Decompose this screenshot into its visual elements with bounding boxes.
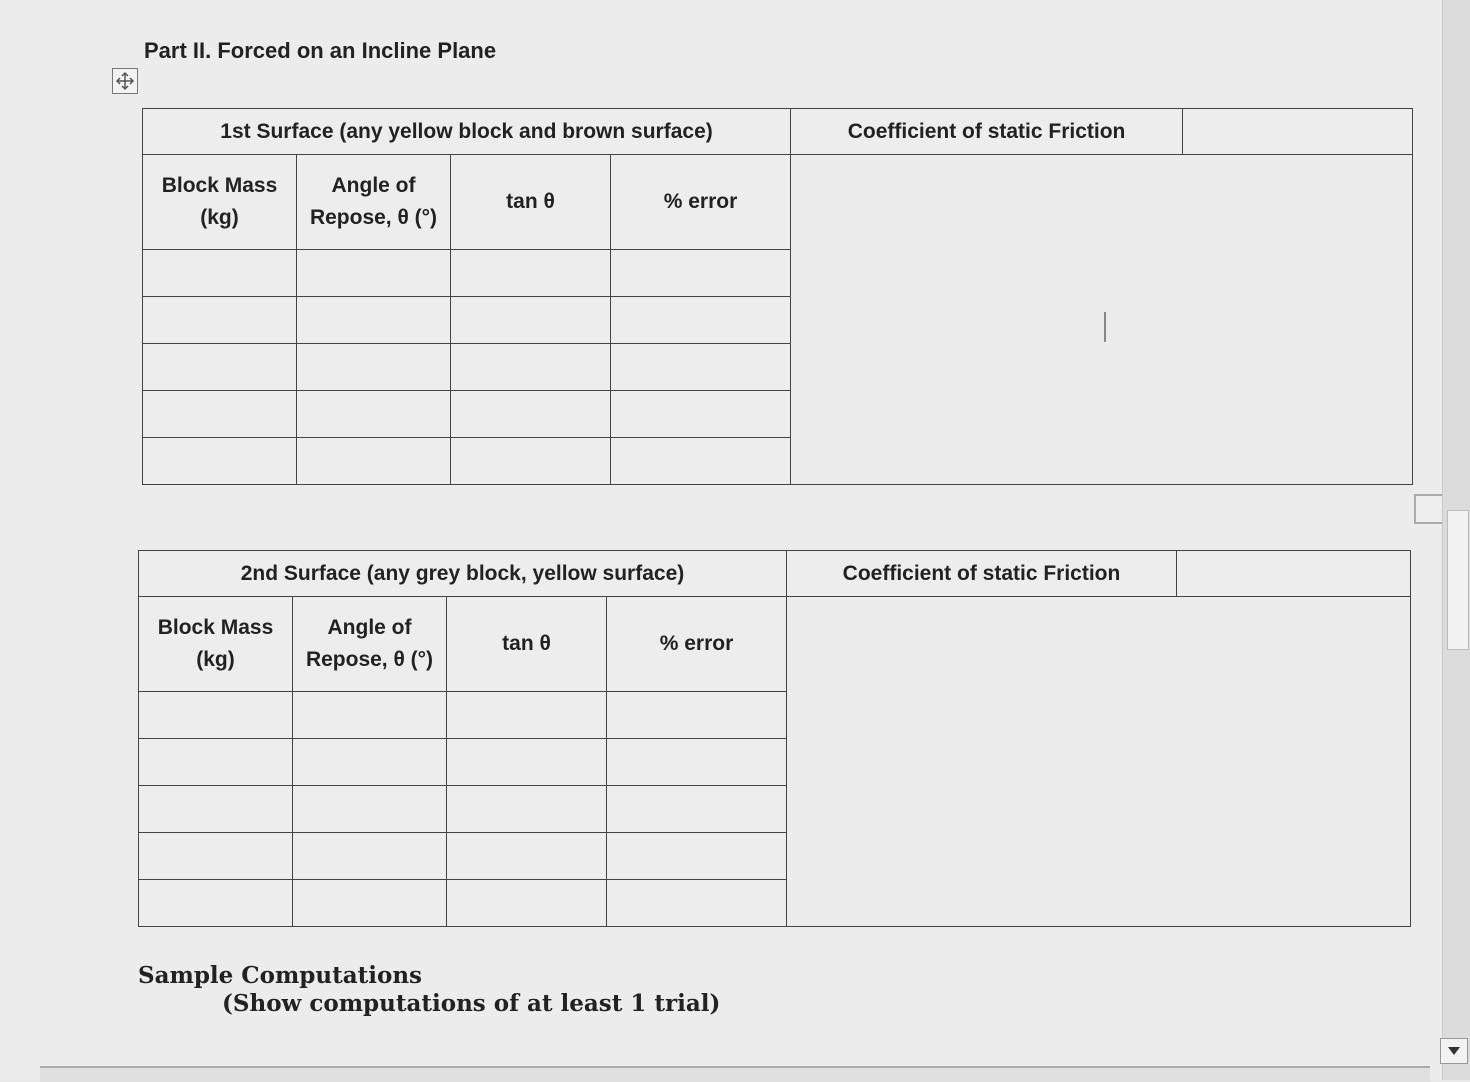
friction-label: Coefficient of static Friction bbox=[787, 551, 1177, 597]
friction-result-area[interactable] bbox=[791, 155, 1413, 485]
data-cell[interactable] bbox=[451, 250, 611, 297]
sample-note: (Show computations of at least 1 trial) bbox=[222, 990, 721, 1017]
data-cell[interactable] bbox=[607, 833, 787, 880]
col-tan-theta: tan θ bbox=[447, 597, 607, 692]
data-cell[interactable] bbox=[611, 344, 791, 391]
surface2-header: 2nd Surface (any grey block, yellow surface) bbox=[139, 551, 787, 597]
data-cell[interactable] bbox=[607, 692, 787, 739]
data-cell[interactable] bbox=[139, 786, 293, 833]
data-cell[interactable] bbox=[143, 438, 297, 485]
data-cell[interactable] bbox=[607, 739, 787, 786]
data-cell[interactable] bbox=[293, 739, 447, 786]
data-cell[interactable] bbox=[447, 786, 607, 833]
move-handle-icon[interactable] bbox=[112, 68, 138, 94]
friction-value-cell[interactable] bbox=[1183, 109, 1413, 155]
col-angle-of-repose: Angle of Repose, θ (°) bbox=[297, 155, 451, 250]
friction-value-cell[interactable] bbox=[1177, 551, 1411, 597]
sample-heading: Sample Computations bbox=[138, 962, 422, 989]
surface1-header: 1st Surface (any yellow block and brown surface) bbox=[143, 109, 791, 155]
data-cell[interactable] bbox=[293, 786, 447, 833]
data-cell[interactable] bbox=[297, 391, 451, 438]
data-cell[interactable] bbox=[297, 438, 451, 485]
data-cell[interactable] bbox=[447, 833, 607, 880]
data-cell[interactable] bbox=[139, 833, 293, 880]
data-cell[interactable] bbox=[143, 250, 297, 297]
data-cell[interactable] bbox=[447, 692, 607, 739]
data-cell[interactable] bbox=[293, 692, 447, 739]
col-block-mass: Block Mass (kg) bbox=[139, 597, 293, 692]
data-cell[interactable] bbox=[447, 880, 607, 927]
data-cell[interactable] bbox=[139, 880, 293, 927]
data-cell[interactable] bbox=[143, 391, 297, 438]
friction-label: Coefficient of static Friction bbox=[791, 109, 1183, 155]
data-cell[interactable] bbox=[139, 692, 293, 739]
col-angle-of-repose: Angle of Repose, θ (°) bbox=[293, 597, 447, 692]
page-title: Part II. Forced on an Incline Plane bbox=[144, 38, 497, 63]
surface1-table bbox=[142, 108, 1413, 485]
col-block-mass: Block Mass (kg) bbox=[143, 155, 297, 250]
vertical-scrollbar[interactable] bbox=[1442, 0, 1470, 1080]
data-cell[interactable] bbox=[293, 880, 447, 927]
col-percent-error: % error bbox=[611, 155, 791, 250]
data-cell[interactable] bbox=[447, 739, 607, 786]
data-cell[interactable] bbox=[143, 344, 297, 391]
scroll-thumb[interactable] bbox=[1447, 510, 1469, 650]
data-cell[interactable] bbox=[143, 297, 297, 344]
sample-computations bbox=[138, 962, 720, 1018]
data-cell[interactable] bbox=[607, 786, 787, 833]
chevron-down-icon[interactable] bbox=[1440, 1038, 1468, 1064]
data-cell[interactable] bbox=[293, 833, 447, 880]
data-cell[interactable] bbox=[139, 739, 293, 786]
data-cell[interactable] bbox=[451, 438, 611, 485]
data-cell[interactable] bbox=[611, 250, 791, 297]
text-cursor bbox=[1104, 312, 1106, 342]
data-cell[interactable] bbox=[451, 344, 611, 391]
friction-result-area[interactable] bbox=[787, 597, 1411, 927]
data-cell[interactable] bbox=[611, 297, 791, 344]
data-cell[interactable] bbox=[297, 250, 451, 297]
data-cell[interactable] bbox=[611, 438, 791, 485]
data-cell[interactable] bbox=[611, 391, 791, 438]
data-cell[interactable] bbox=[297, 344, 451, 391]
data-cell[interactable] bbox=[451, 297, 611, 344]
col-percent-error: % error bbox=[607, 597, 787, 692]
col-tan-theta: tan θ bbox=[451, 155, 611, 250]
data-cell[interactable] bbox=[607, 880, 787, 927]
data-cell[interactable] bbox=[451, 391, 611, 438]
scroll-marker[interactable] bbox=[1414, 494, 1444, 524]
surface2-table bbox=[138, 550, 1411, 927]
data-cell[interactable] bbox=[297, 297, 451, 344]
